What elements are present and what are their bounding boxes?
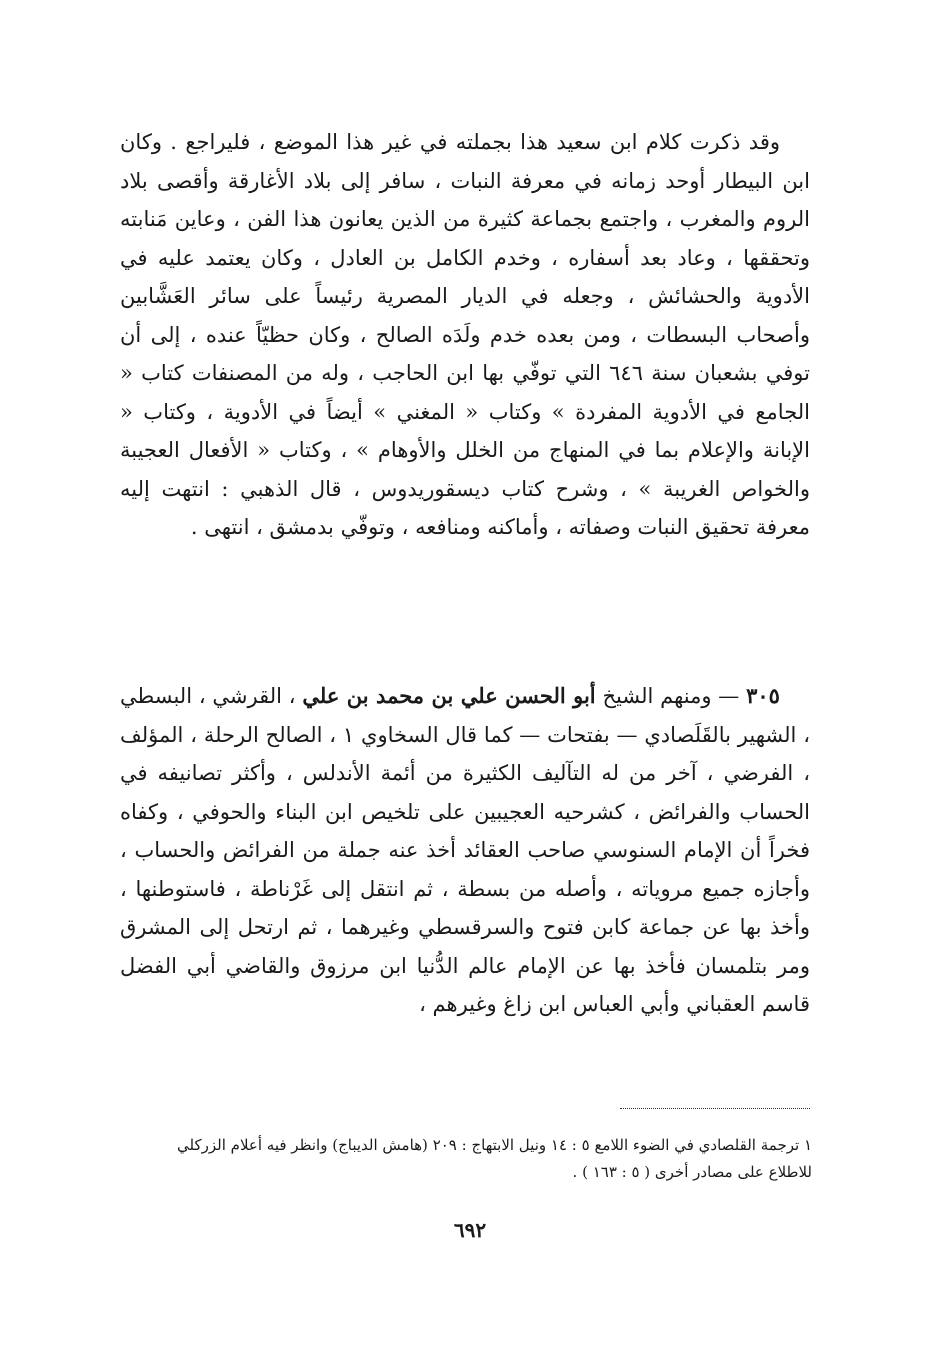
footnote-text: ١ ترجمة القلصادي في الضوء اللامع ٥ : ١٤ ونيل الابتهاج : ٢٠٩ (هامش الديباج) وانظر فيه أعلام الزركلي للاطلاع على مصادر أخرى ( ٥ : ١٦٣ ) . bbox=[177, 1136, 812, 1181]
paragraph-body bbox=[120, 677, 810, 1024]
paragraph-entry-305 bbox=[120, 677, 810, 1024]
entry-name: أبو الحسن علي بن محمد بن علي bbox=[302, 683, 596, 708]
paragraph-ibn-al-baitar bbox=[120, 123, 810, 547]
footnote-divider bbox=[620, 1108, 810, 1109]
entry-number: ٣٠٥ bbox=[746, 683, 780, 708]
paragraph-text: وقد ذكرت كلام ابن سعيد هذا بجملته في غير هذا الموضع ، فليراجع . وكان ابن البيطار أوحد زمانه في معرفة النبات ، سافر إلى بلاد الأغارقة وأقصى بلاد الروم والمغرب ، واجتمع بجماعة كثيرة من الذين يعانون هذا الفن ، وعاين مَنابته وتحققها ، وعاد بعد أسفاره ، وخدم الكامل بن العادل ، وكان يعتمد عليه في الأدوية والحشائش ، وجعله في الديار المصرية رئيساً على سائر العَشَّابين وأصحاب البسطات ، ومن بعده خدم ولَدَه الصالح ، وكان حظيّاً عنده ، إلى أن توفي بشعبان سنة ٦٤٦ التي توفّي بها ابن الحاجب ، وله من المصنفات كتاب « الجامع في الأدوية المفردة » وكتاب « المغني » أيضاً في الأدوية ، وكتاب « الإبانة والإعلام بما في المنهاج من الخلل والأوهام » ، وكتاب « الأفعال العجيبة والخواص الغريبة » ، وشرح كتاب ديسقوريدوس ، قال الذهبي : انتهت إليه معرفة تحقيق النبات وصفاته ، وأماكنه ومنافعه ، وتوفّي بدمشق ، انتهى . bbox=[120, 130, 810, 539]
entry-text: ، القرشي ، البسطي ، الشهير بالقَلَصادي — بفتحات — كما قال السخاوي ١ ، الصالح الرحلة ، المؤلف ، الفرضي ، آخر من له التآليف الكثيرة من أئمة الأندلس ، وأكثر تصانيفه في الحساب والفرائض ، كشرحيه العجيبين على تلخيص ابن البناء والحوفي ، وكفاه فخراً أن الإمام السنوسي صاحب العقائد أخذ عنه جملة من الفرائض والحساب ، وأجازه جميع مروياته ، وأصله من بسطة ، ثم انتقل إلى غَرْناطة ، فاستوطنها ، وأخذ بها عن جماعة كابن فتوح والسرقسطي وغيرهما ، ثم ارتحل إلى المشرق ومر بتلمسان فأخذ بها عن الإمام عالم الدُّنيا ابن مرزوق والقاضي أبي الفضل قاسم العقباني وأبي العباس ابن زاغ وغيرهم ، bbox=[120, 684, 810, 1016]
entry-lead: — ومنهم الشيخ bbox=[602, 684, 740, 708]
footnote bbox=[150, 1132, 812, 1186]
page-number: ٦٩٢ bbox=[453, 1218, 487, 1242]
